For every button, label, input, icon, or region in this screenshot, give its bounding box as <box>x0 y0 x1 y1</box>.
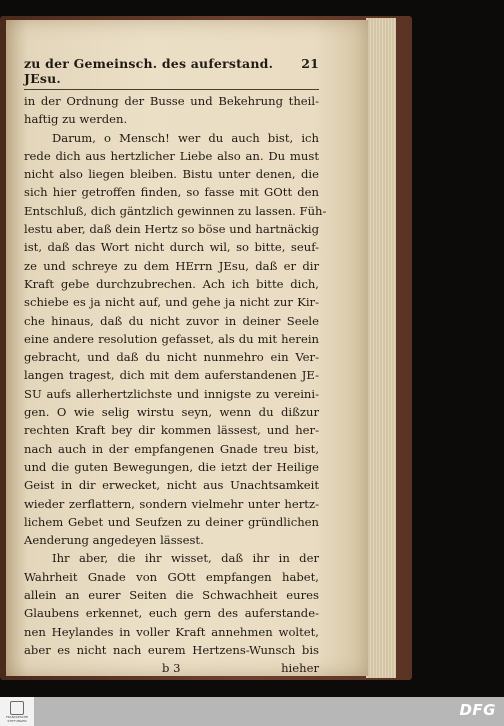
text-line: Aenderung angedeyen lässest. <box>24 533 204 548</box>
text-line: Glaubens erkennet, euch gern des auferstande- <box>24 606 319 621</box>
text-line: Entschluß, dich gäntzlich gewinnen zu lassen. Füh- <box>24 203 327 218</box>
text-line: allein an eurer Seiten die Schwachheit eures <box>24 588 319 603</box>
page-footer <box>24 659 319 677</box>
library-logo-icon <box>10 701 24 715</box>
text-line: Darum, o Mensch! wer du auch bist, ich <box>52 130 319 145</box>
text-line: SU aufs allerhertzlichste und innigste zu vereini- <box>24 386 319 401</box>
running-head <box>24 56 319 90</box>
text-line: haftig zu werden. <box>24 112 128 127</box>
page-edges <box>366 18 396 678</box>
library-logo-text: FRANCKESCHE STIFTUNGEN <box>5 714 29 723</box>
text-block <box>24 56 327 677</box>
text-line: nach auch in der empfangenen Gnade treu bist, <box>24 441 319 456</box>
text-line: nicht also liegen bleiben. Bistu unter denen, die <box>24 167 319 182</box>
dfg-logo: DFG <box>459 701 496 719</box>
page-number: 21 <box>301 56 319 71</box>
text-line: gebracht, und daß du nicht nunmehro ein Ver- <box>24 350 319 365</box>
text-line: wieder zerflattern, sondern vielmehr unter hertz- <box>24 496 319 511</box>
text-line: eine andere resolution gefasset, als du mit herein <box>24 331 319 346</box>
book-page <box>6 20 368 676</box>
library-logo <box>0 697 34 726</box>
text-line: rede dich aus hertzlicher Liebe also an. Du must <box>24 148 319 163</box>
text-line: langen tragest, dich mit dem auferstandenen JE- <box>24 368 319 383</box>
viewer-bottom-bar <box>0 697 504 726</box>
text-line: und die guten Bewegungen, die ietzt der Heilige <box>24 459 319 474</box>
text-line: lestu aber, daß dein Hertz so böse und hartnäckig <box>24 222 319 237</box>
text-line: schiebe es ja nicht auf, und gehe ja nicht zur Kir- <box>24 295 319 310</box>
text-line: Wahrheit Gnade von GOtt empfangen habet, <box>24 569 319 584</box>
text-line: in der Ordnung der Busse und Bekehrung theil- <box>24 94 319 108</box>
catchword: hieher <box>281 661 319 676</box>
text-line: rechten Kraft bey dir kommen lässest, und her- <box>24 423 319 438</box>
text-line: che hinaus, daß du nicht zuvor in deiner Seele <box>24 313 319 328</box>
text-line: Ihr aber, die ihr wisset, daß ihr in der <box>52 551 319 566</box>
text-line: aber es nicht nach eurem Hertzens-Wunsch bis <box>24 642 319 657</box>
text-line: ze und schreye zu dem HErrn JEsu, daß er dir <box>24 258 319 273</box>
text-line: lichem Gebet und Seufzen zu deiner gründlichen <box>24 514 319 529</box>
text-line: nen Heylandes in voller Kraft annehmen woltet, <box>24 624 319 639</box>
text-line: ist, daß das Wort nicht durch wil, so bitte, seuf- <box>24 240 319 255</box>
text-line: sich hier getroffen finden, so fasse mit GOtt den <box>24 185 319 200</box>
text-line: gen. O wie selig wirstu seyn, wenn du dißzur <box>24 405 319 420</box>
running-head-title: zu der Gemeinsch. des auferstand. JEsu. <box>24 56 274 86</box>
signature-mark: b 3 <box>162 661 181 676</box>
text-line: Kraft gebe durchzubrechen. Ach ich bitte dich, <box>24 276 319 291</box>
text-line: Geist in dir erwecket, nicht aus Unachtsamkeit <box>24 478 319 493</box>
